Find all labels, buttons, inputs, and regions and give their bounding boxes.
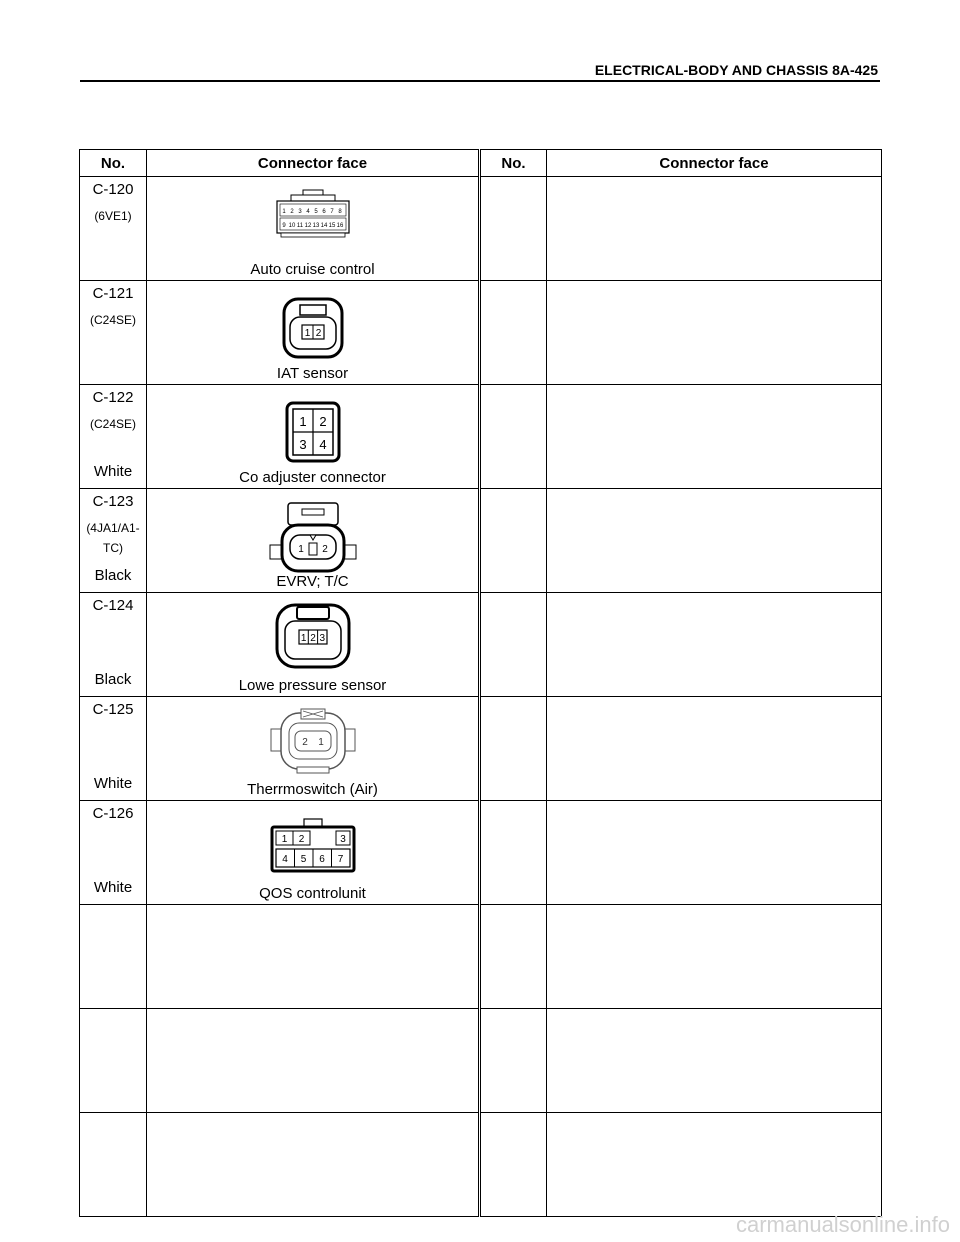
- empty-cell: [147, 1113, 480, 1217]
- table-row: [80, 593, 882, 697]
- pin-label: 5: [313, 209, 318, 215]
- pin-label: 16: [336, 223, 343, 229]
- connector-label: EVRV; T/C: [276, 573, 349, 590]
- empty-cell: [80, 905, 147, 1009]
- connector-variant: (6VE1): [94, 209, 132, 223]
- connector-number: C-122: [92, 389, 134, 406]
- connector-number-cell: [80, 697, 147, 801]
- empty-cell: [480, 489, 547, 593]
- connector-number: C-120: [92, 181, 134, 198]
- table-row: [80, 385, 882, 489]
- connector-label: QOS controlunit: [259, 885, 366, 902]
- pin-label: 2: [289, 209, 294, 215]
- page-title: ELECTRICAL-BODY AND CHASSIS 8A-425: [594, 62, 878, 78]
- connector-variant: (C24SE): [89, 313, 136, 327]
- connector-number: C-126: [92, 805, 134, 822]
- pin-label: 3: [339, 834, 346, 845]
- empty-cell: [480, 593, 547, 697]
- connector-label: IAT sensor: [276, 365, 349, 382]
- pin-label: 1: [304, 328, 310, 339]
- connector-number: C-124: [92, 597, 134, 614]
- pin-label: 11: [296, 223, 303, 229]
- connector-number-cell: [80, 593, 147, 697]
- pin-label: 1: [281, 834, 287, 845]
- empty-cell: [547, 385, 882, 489]
- pin-label: 1: [317, 737, 324, 748]
- pin-label: 4: [305, 209, 310, 215]
- table-row: [80, 489, 882, 593]
- empty-cell: [547, 1113, 882, 1217]
- empty-cell: [547, 489, 882, 593]
- empty-cell: [480, 905, 547, 1009]
- empty-cell: [480, 177, 547, 281]
- table-row: [80, 1113, 882, 1217]
- empty-cell: [547, 697, 882, 801]
- empty-cell: [480, 385, 547, 489]
- pin-label: 1: [297, 544, 304, 555]
- connector-color: Black: [94, 567, 132, 584]
- connector-color: Black: [94, 671, 132, 688]
- pin-label: 1: [281, 209, 286, 215]
- table-row: [80, 281, 882, 385]
- connector-number-cell: [80, 281, 147, 385]
- connector-3pin-icon: [273, 603, 353, 669]
- empty-cell: [480, 1113, 547, 1217]
- connector-number-cell: [80, 177, 147, 281]
- pin-label: 15: [328, 223, 335, 229]
- pin-label: 1: [298, 414, 307, 429]
- empty-cell: [547, 905, 882, 1009]
- connector-16pin-icon: [275, 189, 351, 245]
- connector-variant: (4JA1/A1-TC): [86, 521, 140, 555]
- pin-label: 2: [321, 544, 328, 555]
- pin-label: 2: [309, 633, 316, 644]
- empty-cell: [480, 801, 547, 905]
- pin-label: 5: [300, 854, 306, 865]
- pin-label: 2: [301, 737, 308, 748]
- connector-number: C-125: [92, 701, 134, 718]
- connector-number: C-121: [92, 285, 134, 302]
- connector-2pin-icon: [282, 297, 344, 359]
- connector-color: White: [93, 879, 133, 896]
- empty-cell: [547, 801, 882, 905]
- empty-cell: [480, 281, 547, 385]
- connector-4pin-icon: [285, 401, 341, 465]
- connector-7pin-icon: [270, 817, 356, 873]
- pin-label: 3: [298, 437, 307, 452]
- pin-label: 10: [288, 223, 295, 229]
- pin-label: 2: [315, 328, 321, 339]
- empty-cell: [547, 281, 882, 385]
- connector-face-cell: [147, 801, 480, 905]
- pin-label: 3: [297, 209, 302, 215]
- empty-cell: [547, 593, 882, 697]
- connector-number-cell: [80, 801, 147, 905]
- connector-face-cell: [147, 177, 480, 281]
- connector-face-cell: [147, 489, 480, 593]
- pin-label: 4: [281, 854, 288, 865]
- table-header-row: [80, 150, 882, 177]
- watermark: carmanualsonline.info: [735, 1212, 950, 1237]
- column-header-connector-face: Connector face: [547, 150, 882, 177]
- empty-cell: [147, 1009, 480, 1113]
- connector-variant: (C24SE): [89, 417, 136, 431]
- pin-label: 12: [304, 223, 311, 229]
- connector-2pin-icon: [268, 501, 358, 573]
- pin-label: 6: [321, 209, 326, 215]
- empty-cell: [80, 1113, 147, 1217]
- pin-label: 6: [318, 854, 325, 865]
- empty-cell: [80, 1009, 147, 1113]
- connector-face-cell: [147, 281, 480, 385]
- empty-cell: [547, 177, 882, 281]
- pin-label: 3: [319, 633, 325, 644]
- column-header-no: No.: [480, 150, 547, 177]
- page-header: [80, 60, 880, 82]
- pin-label: 2: [318, 414, 327, 429]
- connector-number-cell: [80, 489, 147, 593]
- pin-label: 4: [318, 437, 327, 452]
- connector-label: Lowe pressure sensor: [238, 677, 387, 694]
- pin-label: 1: [300, 633, 306, 644]
- table-row: [80, 801, 882, 905]
- pin-label: 7: [329, 209, 334, 215]
- empty-cell: [480, 1009, 547, 1113]
- connector-label: Co adjuster connector: [239, 469, 386, 486]
- empty-cell: [547, 1009, 882, 1113]
- pin-label: 13: [312, 223, 319, 229]
- empty-cell: [147, 905, 480, 1009]
- table-row: [80, 1009, 882, 1113]
- connector-table: [79, 149, 882, 1217]
- pin-label: 9: [281, 223, 286, 229]
- table-row: [80, 697, 882, 801]
- connector-label: Auto cruise control: [250, 261, 375, 278]
- connector-color: White: [93, 463, 133, 480]
- pin-label: 14: [320, 223, 327, 229]
- connector-face-cell: [147, 593, 480, 697]
- connector-label: Therrmoswitch (Air): [247, 781, 378, 798]
- table-row: [80, 177, 882, 281]
- connector-face-cell: [147, 385, 480, 489]
- connector-face-cell: [147, 697, 480, 801]
- pin-label: 2: [298, 834, 304, 845]
- pin-label: 7: [337, 854, 343, 865]
- table-row: [80, 905, 882, 1009]
- empty-cell: [480, 697, 547, 801]
- column-header-connector-face: Connector face: [147, 150, 480, 177]
- connector-2pin-icon: [267, 707, 359, 775]
- connector-color: White: [93, 775, 133, 792]
- connector-number-cell: [80, 385, 147, 489]
- column-header-no: No.: [80, 150, 147, 177]
- pin-label: 8: [337, 209, 342, 215]
- connector-number: C-123: [92, 493, 134, 510]
